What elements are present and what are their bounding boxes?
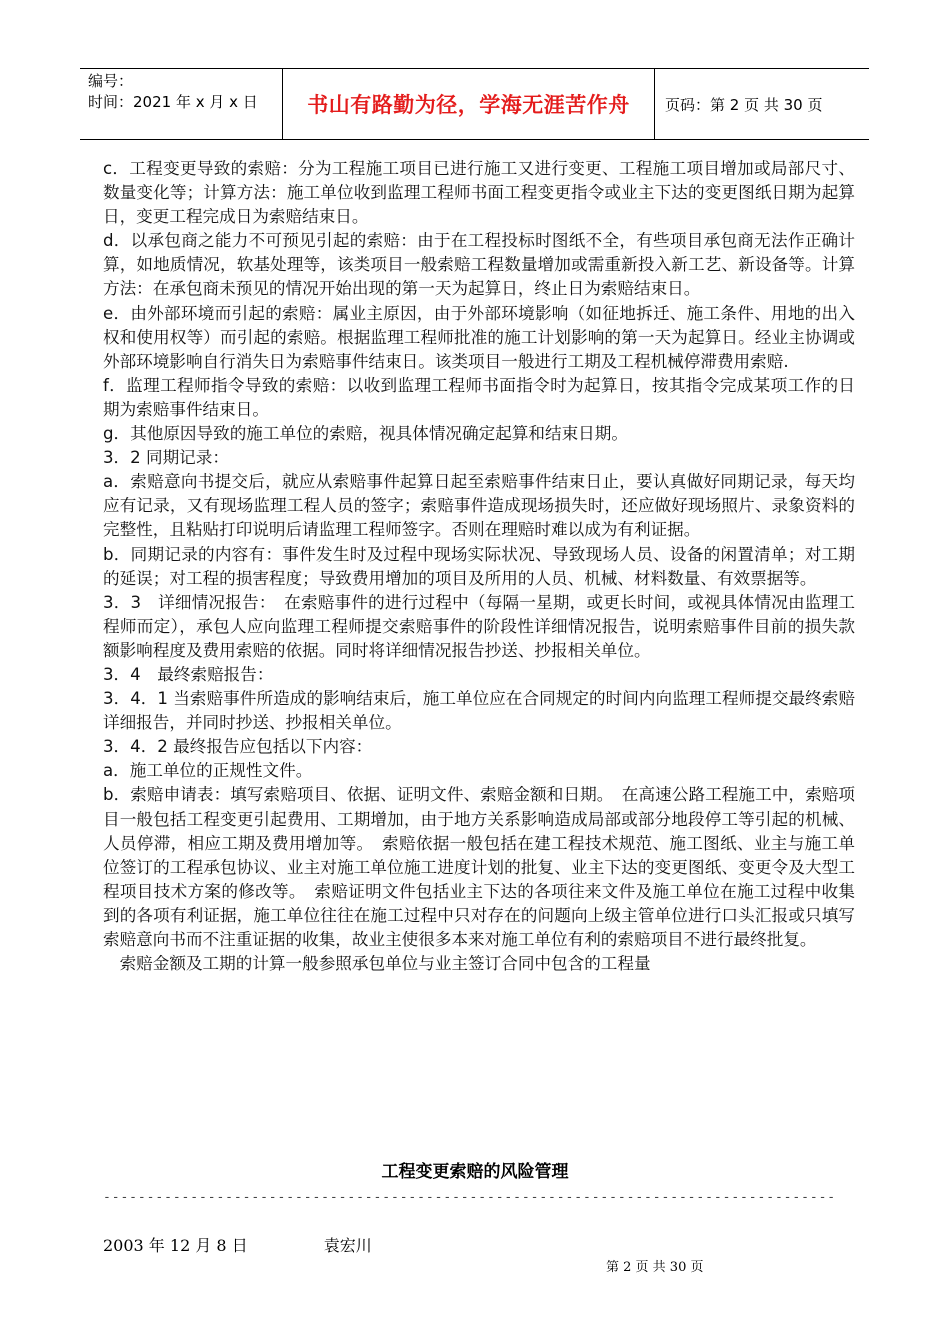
document-number-label: 编号： (88, 72, 134, 90)
footer-meta (103, 1233, 372, 1256)
separator-line: ------------------------------------------------------------------------------------ (103, 1190, 837, 1205)
document-date-label: 时间：2021 年 x 月 x 日 (88, 93, 258, 111)
paragraph: b．索赔申请表：填写索赔项目、依据、证明文件、索赔金额和日期。 在高速公路工程施工中，索赔项目一般包括工程变更引起费用、工期增加，由于地方关系影响造成局部或部分地段停工等引起的机械、人员停滞，相应工期及费用增加等。 索赔依据一般包括在建工程技术规范、施工图纸、业主与施工单位签订的工程承包协议、业主对施工单位施工进度计划的批复、业主下达的变更图纸、变更令及大型工程项目技术方案的修改等。 索赔证明文件包括业主下达的各项往来文件及施工单位在施工过程中收集到的各项有利证据，施工单位往往在施工过程中只对存在的问题向上级主管单位进行口头汇报或只填写索赔意向书而不注重证据的收集，故业主使很多本来对施工单位有利的索赔项目不进行最终批复。 (103, 785, 855, 949)
paragraph: d．以承包商之能力不可预见引起的索赔：由于在工程投标时图纸不全，有些项目承包商无法作正确计算，如地质情况，软基处理等，该类项目一般索赔工程数量增加或需重新投入新工艺、新设备等。计算方法：在承包商未预见的情况开始出现的第一天为起算日，终止日为索赔结束日。 (103, 231, 855, 299)
paragraph: 3．3 详细情况报告： 在索赔事件的进行过程中（每隔一星期，或更长时间，或视具体情况由监理工程师而定），承包人应向监理工程师提交索赔事件的阶段性详细情况报告，说明索赔事件目前的损失款额影响程度及费用索赔的依据。同时将详细情况报告抄送、抄报相关单位。 (103, 592, 855, 660)
page-header (80, 68, 869, 140)
paragraph: 3．4．1 当索赔事件所造成的影响结束后，施工单位应在合同规定的时间内向监理工程师提交最终索赔详细报告，并同时抄送、抄报相关单位。 (103, 689, 855, 733)
section-heading: 3．4 最终索赔报告： (103, 664, 274, 684)
footer-author: 袁宏川 (323, 1236, 372, 1255)
paragraph: 索赔金额及工期的计算一般参照承包单位与业主签订合同中包含的工程量 (103, 954, 651, 974)
paragraph: a．施工单位的正规性文件。 (103, 761, 313, 781)
paragraph: a．索赔意向书提交后，就应从索赔事件起算日起至索赔事件结束日止，要认真做好同期记录，每天均应有记录，又有现场监理工程人员的签字；索赔事件造成现场损失时，还应做好现场照片、录象资料的完整性，且粘贴打印说明后请监理工程师签字。否则在理赔时难以成为有利证据。 (103, 472, 855, 540)
header-motto: 书山有路勤为径，学海无涯苦作舟 (283, 69, 655, 139)
paragraph: f．监理工程师指令导致的索赔：以收到监理工程师书面指令时为起算日，按其指令完成某项工作的日期为索赔事件结束日。 (103, 375, 855, 419)
section-title: 工程变更索赔的风险管理 (381, 1162, 569, 1182)
paragraph: c．工程变更导致的索赔：分为工程施工项目已进行施工又进行变更、工程施工项目增加或局部尺寸、数量变化等；计算方法：施工单位收到监理工程师书面工程变更指令或业主下达的变更图纸日期为起算日，变更工程完成日为索赔结束日。 (103, 159, 855, 227)
header-page-label: 页码：第 2 页 共 30 页 (665, 95, 823, 114)
paragraph: g．其他原因导致的施工单位的索赔，视具体情况确定起算和结束日期。 (103, 424, 628, 444)
footer-date: 2003 年 12 月 8 日 (103, 1236, 248, 1255)
paragraph: b．同期记录的内容有：事件发生时及过程中现场实际状况、导致现场人员、设备的闲置清单；对工期的延误；对工程的损害程度；导致费用增加的项目及所用的人员、机械、材料数量、有效票据等。 (103, 544, 855, 588)
header-meta (80, 69, 283, 139)
body-text (103, 157, 855, 976)
section-heading: 3．4．2 最终报告应包括以下内容： (103, 737, 373, 757)
section-heading: 3．2 同期记录： (103, 448, 229, 468)
footer-page-number: 第 2 页 共 30 页 (606, 1260, 704, 1275)
paragraph: e．由外部环境而引起的索赔：属业主原因，由于外部环境影响（如征地拆迁、施工条件、用地的出入权和使用权等）而引起的索赔。根据监理工程师批准的施工计划影响的第一天为起算日。经业主协调或外部环境影响自行消失日为索赔事件结束日。该类项目一般进行工期及工程机械停滞费用索赔. (103, 303, 855, 371)
